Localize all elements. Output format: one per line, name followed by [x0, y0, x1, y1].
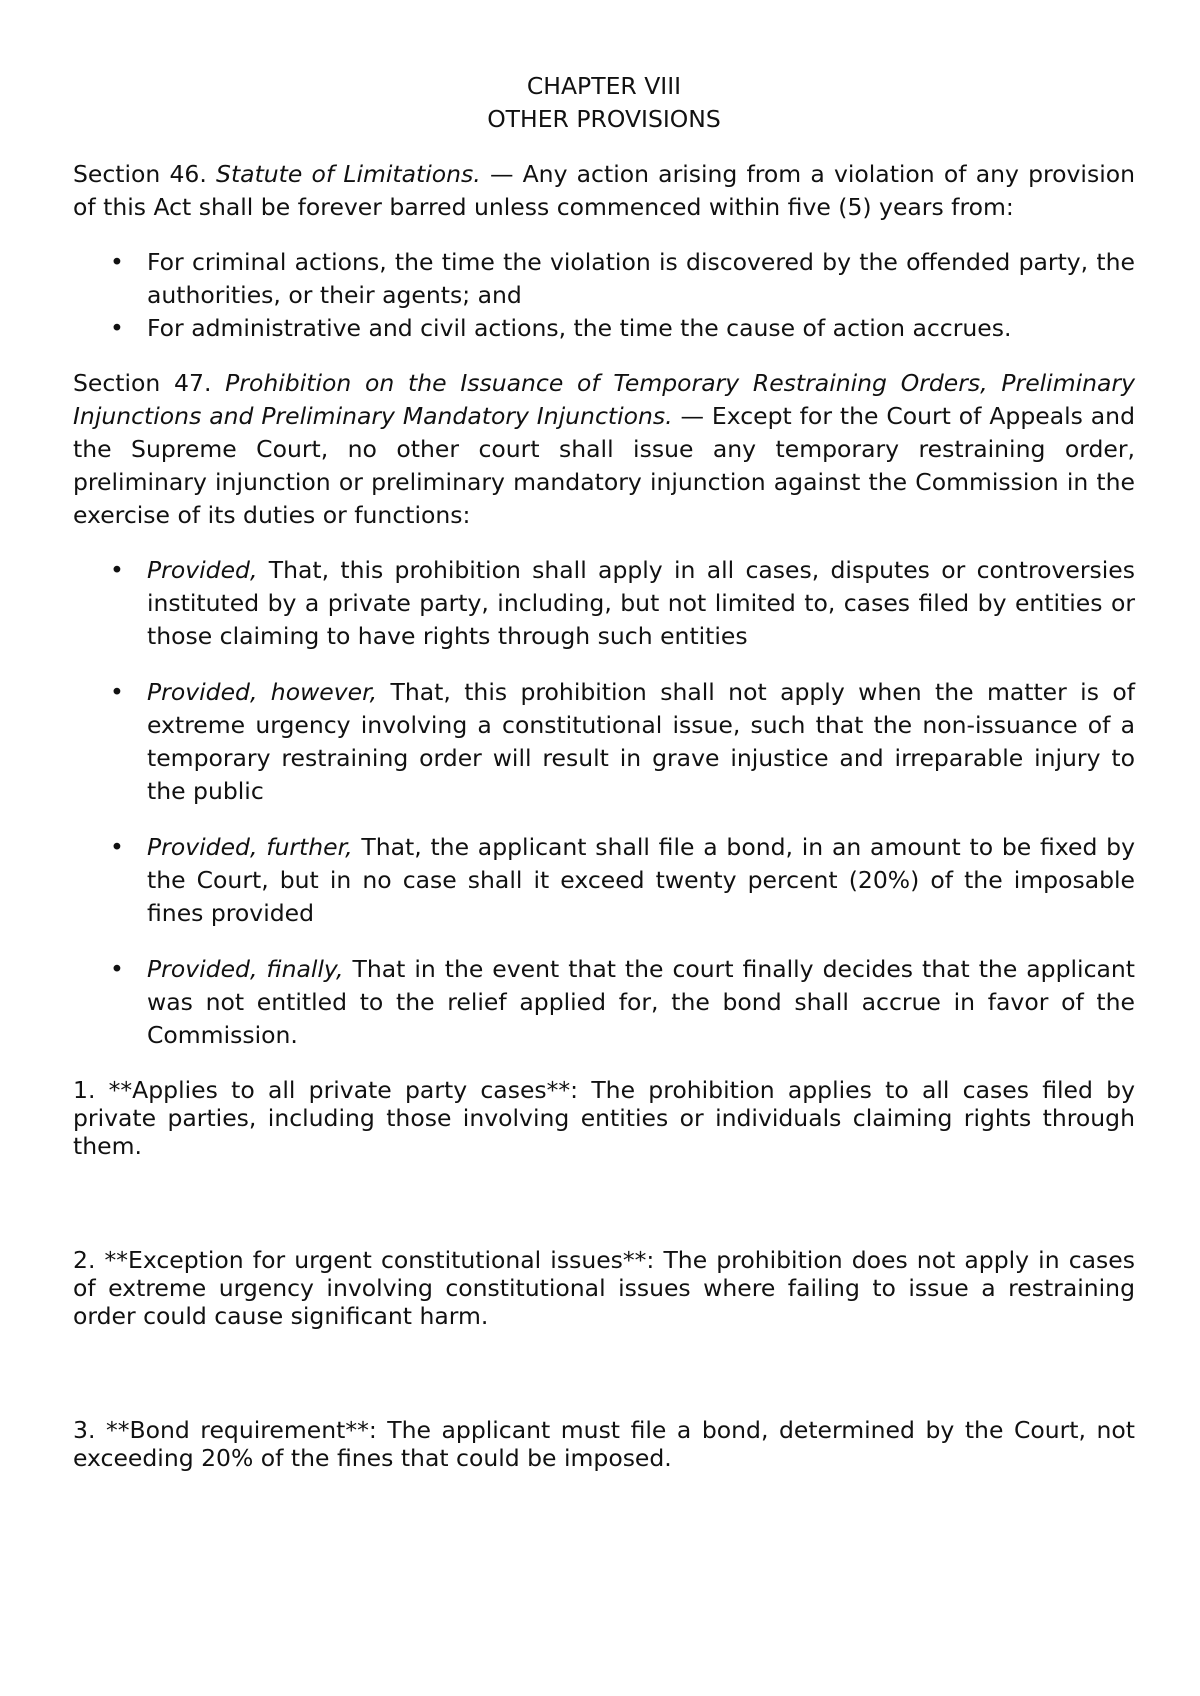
chapter-heading [73, 70, 1135, 136]
summary-point-1: 1. **Applies to all private party cases**: The prohibition applies to all cases filed by private parties, including those involving entities or individuals claiming rights through them. [73, 1076, 1135, 1160]
bullet-icon: • [110, 248, 124, 276]
document-page [73, 70, 1135, 1472]
section-46-label: Section 46. [73, 160, 207, 188]
proviso-text: That in the event that the court finally decides that the applicant was not entitled to the relief applied for, the bond shall accrue in favor of the Commission. [147, 955, 1135, 1049]
section-47-paragraph [73, 367, 1135, 532]
proviso-lead: Provided, [147, 556, 258, 584]
list-item [73, 953, 1135, 1052]
section-46-paragraph [73, 158, 1135, 224]
section-47-label: Section 47. [73, 369, 212, 397]
summary-point-3: 3. **Bond requirement**: The applicant must file a bond, determined by the Court, not exceeding 20% of the fines that could be imposed. [73, 1416, 1135, 1472]
section-46-list [73, 246, 1135, 345]
list-item [73, 246, 1135, 312]
list-item-text: For administrative and civil actions, the time the cause of action accrues. [147, 314, 1012, 342]
proviso-lead: Provided, finally, [147, 955, 344, 983]
section-47-title: Prohibition on the Issuance of Temporary Restraining Orders, Preliminary Injunctions and Preliminary Mandatory Injunctions. [73, 369, 1135, 430]
section-47-provisos [73, 554, 1135, 1052]
section-47-text: — Except for the Court of Appeals and the Supreme Court, no other court shall issue any temporary restraining order, preliminary injunction or preliminary mandatory injunction against the Commission in the exercise of its duties or functions: [73, 402, 1135, 529]
list-item [73, 312, 1135, 345]
proviso-text: That, the applicant shall file a bond, in an amount to be fixed by the Court, but in no case shall it exceed twenty percent (20%) of the imposable fines provided [147, 833, 1135, 927]
proviso-lead: Provided, further, [147, 833, 353, 861]
proviso-lead: Provided, however, [147, 678, 378, 706]
bullet-icon: • [110, 955, 124, 983]
bullet-icon: • [110, 314, 124, 342]
summary-point-2: 2. **Exception for urgent constitutional issues**: The prohibition does not apply in cases of extreme urgency involving constitutional issues where failing to issue a restraining order could cause significant harm. [73, 1246, 1135, 1330]
list-item [73, 676, 1135, 808]
bullet-icon: • [110, 833, 124, 861]
section-46-title: Statute of Limitations. [216, 160, 481, 188]
bullet-icon: • [110, 678, 124, 706]
chapter-number: CHAPTER VIII [526, 72, 682, 100]
list-item-text: For criminal actions, the time the violation is discovered by the offended party, the authorities, or their agents; and [147, 248, 1135, 309]
list-item [73, 831, 1135, 930]
chapter-title: OTHER PROVISIONS [487, 105, 721, 133]
proviso-text: That, this prohibition shall apply in all cases, disputes or controversies instituted by a private party, including, but not limited to, cases filed by entities or those claiming to have rights through such entities [147, 556, 1135, 650]
proviso-text: That, this prohibition shall not apply when the matter is of extreme urgency involving a constitutional issue, such that the non-issuance of a temporary restraining order will result in grave injustice and irreparable injury to the public [147, 678, 1135, 805]
list-item [73, 554, 1135, 653]
section-46-text: — Any action arising from a violation of any provision of this Act shall be forever barred unless commenced within five (5) years from: [73, 160, 1135, 221]
bullet-icon: • [110, 556, 124, 584]
